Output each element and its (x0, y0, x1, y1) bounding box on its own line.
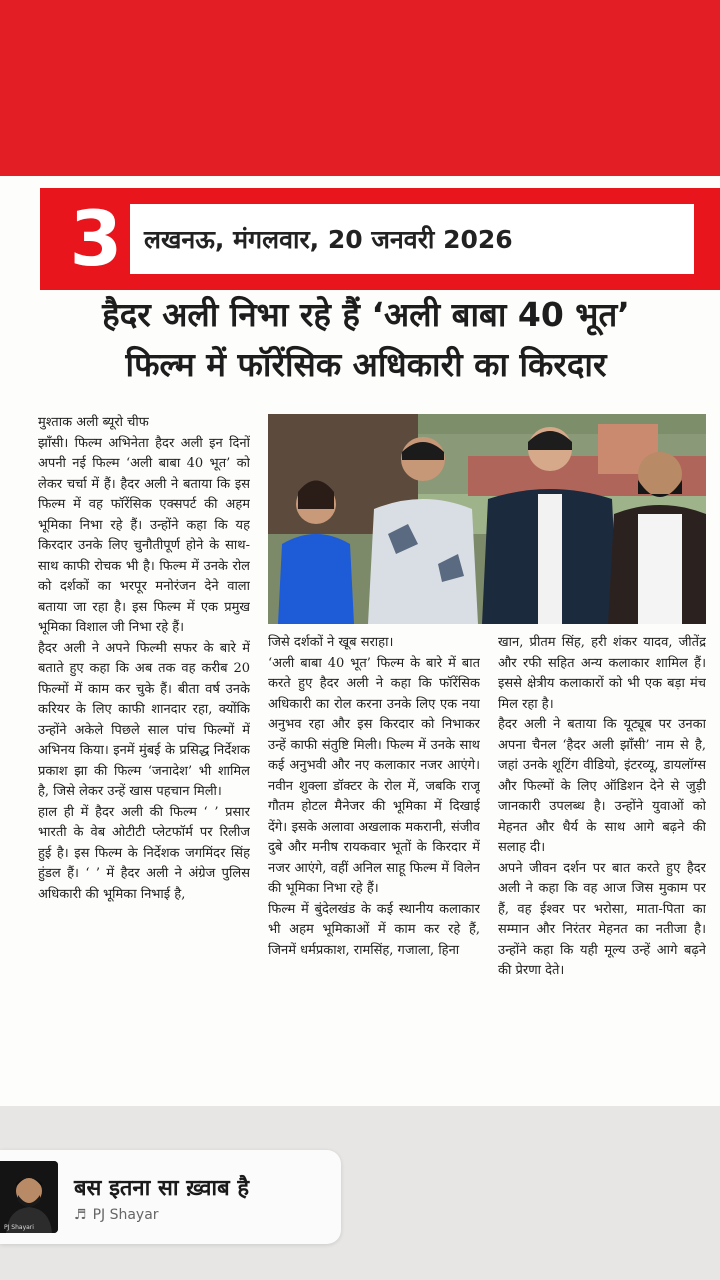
artist-row (74, 1207, 159, 1223)
group-photo-illustration (268, 414, 706, 624)
story-top-background (0, 0, 720, 176)
artist-name: PJ Shayar (92, 1207, 159, 1223)
page-number: 3 (69, 194, 123, 283)
headline-line-2: फिल्म में फॉरेंसिक अधिकारी का किरदार (125, 345, 607, 384)
music-sticker[interactable] (0, 1150, 341, 1244)
album-thumbnail (0, 1161, 58, 1233)
article-photo (268, 414, 706, 624)
newspaper-clipping[interactable] (0, 176, 720, 1106)
dateline-box (130, 204, 694, 274)
thumbnail-caption: PJ Shayari (4, 1224, 34, 1231)
music-note-icon: ♬ (74, 1207, 87, 1223)
article-column-2: जिसे दर्शकों ने खूब सराहा। ‘अली बाबा 40 भूत’ फिल्म के बारे में बात करते हुए हैदर अली ने कहा कि फॉरेंसिक अधिकारी का रोल करना उनके लिए एक नया अनुभव रहा और इस किरदार को निभाकर उन्हें काफी संतुष्टि मिली। फिल्म में उनके साथ कई अनुभवी और नए कलाकार नजर आएंगे। नवीन शुक्ला डॉक्टर के रोल में, जबकि राजू गौतम होटल मैनेजर की भूमिका में दिखाई देंगे। इसके अलावा अखलाक मकरानी, संजीव दुबे और मनीष रायकवार भूतों के किरदार में नजर आएंगे, वहीं अनिल साहू फिल्म में विलेन की भूमिका निभा रहे हैं। फिल्म में बुंदेलखंड के कई स्थानीय कलाकार भी अहम भूमिकाओं में काम कर रहे हैं, जिनमें धर्मप्रकाश, रामसिंह, गजाला, हिना (268, 635, 480, 958)
dateline: लखनऊ, मंगलवार, 20 जनवरी 2026 (144, 225, 513, 254)
headline-line-1: हैदर अली निभा रहे हैं ‘अली बाबा 40 भूत’ (102, 295, 630, 334)
newspaper-masthead (40, 188, 720, 290)
artist-avatar-icon (0, 1161, 58, 1233)
article-column-1: मुश्ताक अली ब्यूरो चीफ झाँसी। फिल्म अभिनेता हैदर अली इन दिनों अपनी नई फिल्म ‘अली बाबा 40 भूत’ को लेकर चर्चा में हैं। हैदर अली ने बताया कि इस फिल्म में वह फॉरेंसिक एक्सपर्ट की अहम भूमिका निभा रहे हैं। उन्होंने कहा कि यह किरदार उनके लिए चुनौतीपूर्ण होने के साथ-साथ काफी रोचक भी है। फिल्म में उनके रोल को दर्शकों का भरपूर मनोरंजन देने वाला बताया जा रहा है। इस फिल्म में एक प्रमुख भूमिका विशाल जी निभा रहे हैं। हैदर अली ने अपने फिल्मी सफर के बारे में बताते हुए कहा कि अब तक वह करीब 20 फिल्मों में काम कर चुके हैं। बीता वर्ष उनके करियर के लिए काफी शानदार रहा, क्योंकि उन्होंने अकेले पिछले साल पांच फिल्मों में अभिनय किया। इनमें मुंबई के प्रसिद्ध निर्देशक प्रकाश झा की फिल्म ‘जनादेश’ भी शामिल है, जिसे लेकर उन्हें खास पहचान मिली। हाल ही में हैदर अली की फिल्म ‘ ’ प्रसार भारती के वेब ओटीटी प्लेटफॉर्म पर रिलीज हुई है। इस फिल्म के निर्देशक जगमिंदर सिंह हुंडल हैं। ‘ ’ में हैदर अली ने अंग्रेज पुलिस अधिकारी की भूमिका निभाई है, (38, 415, 250, 902)
headline (26, 290, 706, 390)
song-title: बस इतना सा ख़्वाब है (74, 1176, 250, 1201)
article-column-3: खान, प्रीतम सिंह, हरी शंकर यादव, जीतेंद्र और रफी सहित अन्य कलाकार शामिल हैं। इससे क्षेत्रीय कलाकारों को भी एक बड़ा मंच मिल रहा है। हैदर अली ने बताया कि यूट्यूब पर उनका अपना चैनल ‘हैदर अली झाँसी’ नाम से है, जहां उनके शूटिंग वीडियो, इंटरव्यू, डायलॉग्स और फिल्मों के लिए ऑडिशन देने से जुड़ी जानकारी उपलब्ध है। उन्होंने युवाओं को मेहनत और धैर्य के साथ आगे बढ़ने की सलाह दी। अपने जीवन दर्शन पर बात करते हुए हैदर अली ने कहा कि वह आज जिस मुकाम पर हैं, वह ईश्वर पर भरोसा, माता-पिता का सम्मान और निरंतर मेहनत का नतीजा है। उन्होंने कहा कि यही मूल्य उन्हें आगे बढ़ने की प्रेरणा देते। (498, 635, 706, 978)
